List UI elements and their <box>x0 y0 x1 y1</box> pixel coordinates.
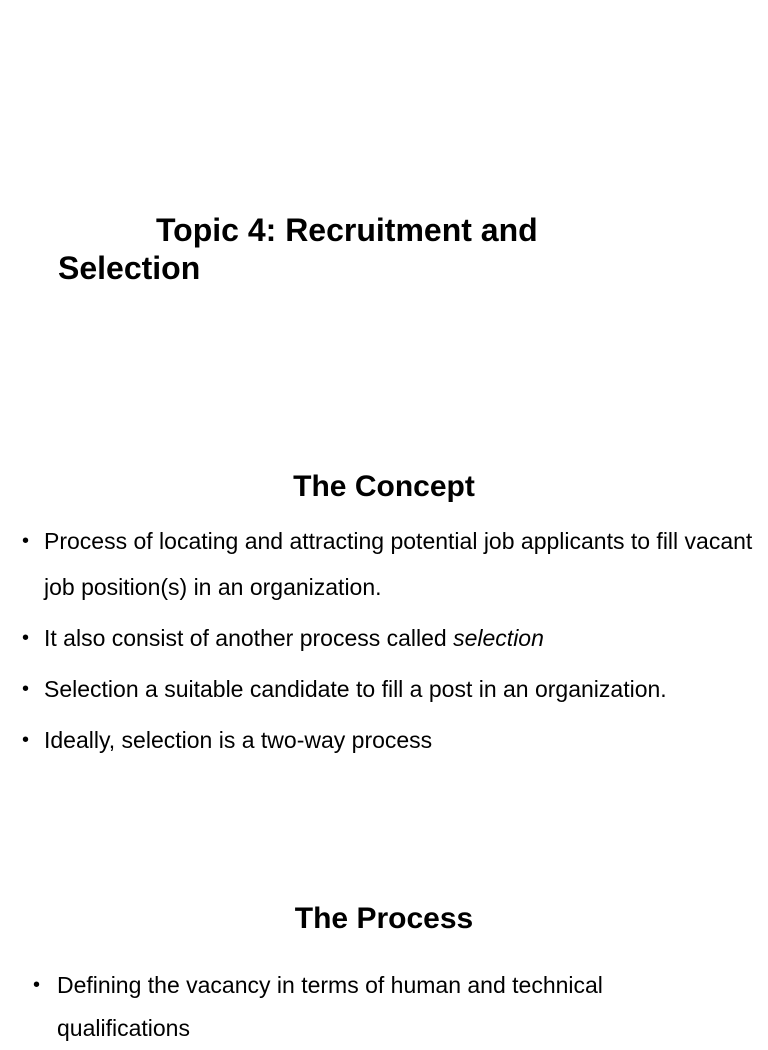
concept-bullet-4-text: Ideally, selection is a two-way process <box>44 727 433 753</box>
concept-bullet-1 <box>22 518 764 610</box>
bullet-dot-icon: • <box>22 530 30 552</box>
concept-bullet-1-text: Process of locating and attracting potential job applicants to fill vacant job position(s) in an organization. <box>44 528 753 600</box>
bullet-dot-icon: • <box>33 974 41 996</box>
concept-bullet-2 <box>22 615 764 661</box>
process-bullet-1 <box>33 964 737 1050</box>
concept-bullet-4 <box>22 717 764 763</box>
concept-bullet-2-emphasis: selection <box>453 625 544 651</box>
process-bullet-list <box>33 964 737 1050</box>
bullet-dot-icon: • <box>22 678 30 700</box>
concept-heading: The Concept <box>293 470 475 503</box>
process-bullet-1-text: Defining the vacancy in terms of human and technical qualifications <box>57 972 603 1041</box>
concept-bullet-3-text: Selection a suitable candidate to fill a post in an organization. <box>44 676 667 702</box>
bullet-dot-icon: • <box>22 627 30 649</box>
bullet-dot-icon: • <box>22 729 30 751</box>
concept-bullet-2-text: It also consist of another process called <box>44 625 454 651</box>
concept-bullet-list <box>22 518 764 768</box>
concept-bullet-3 <box>22 666 764 712</box>
slide-title: Topic 4: Recruitment and Selection <box>58 212 538 286</box>
process-heading: The Process <box>294 902 474 935</box>
